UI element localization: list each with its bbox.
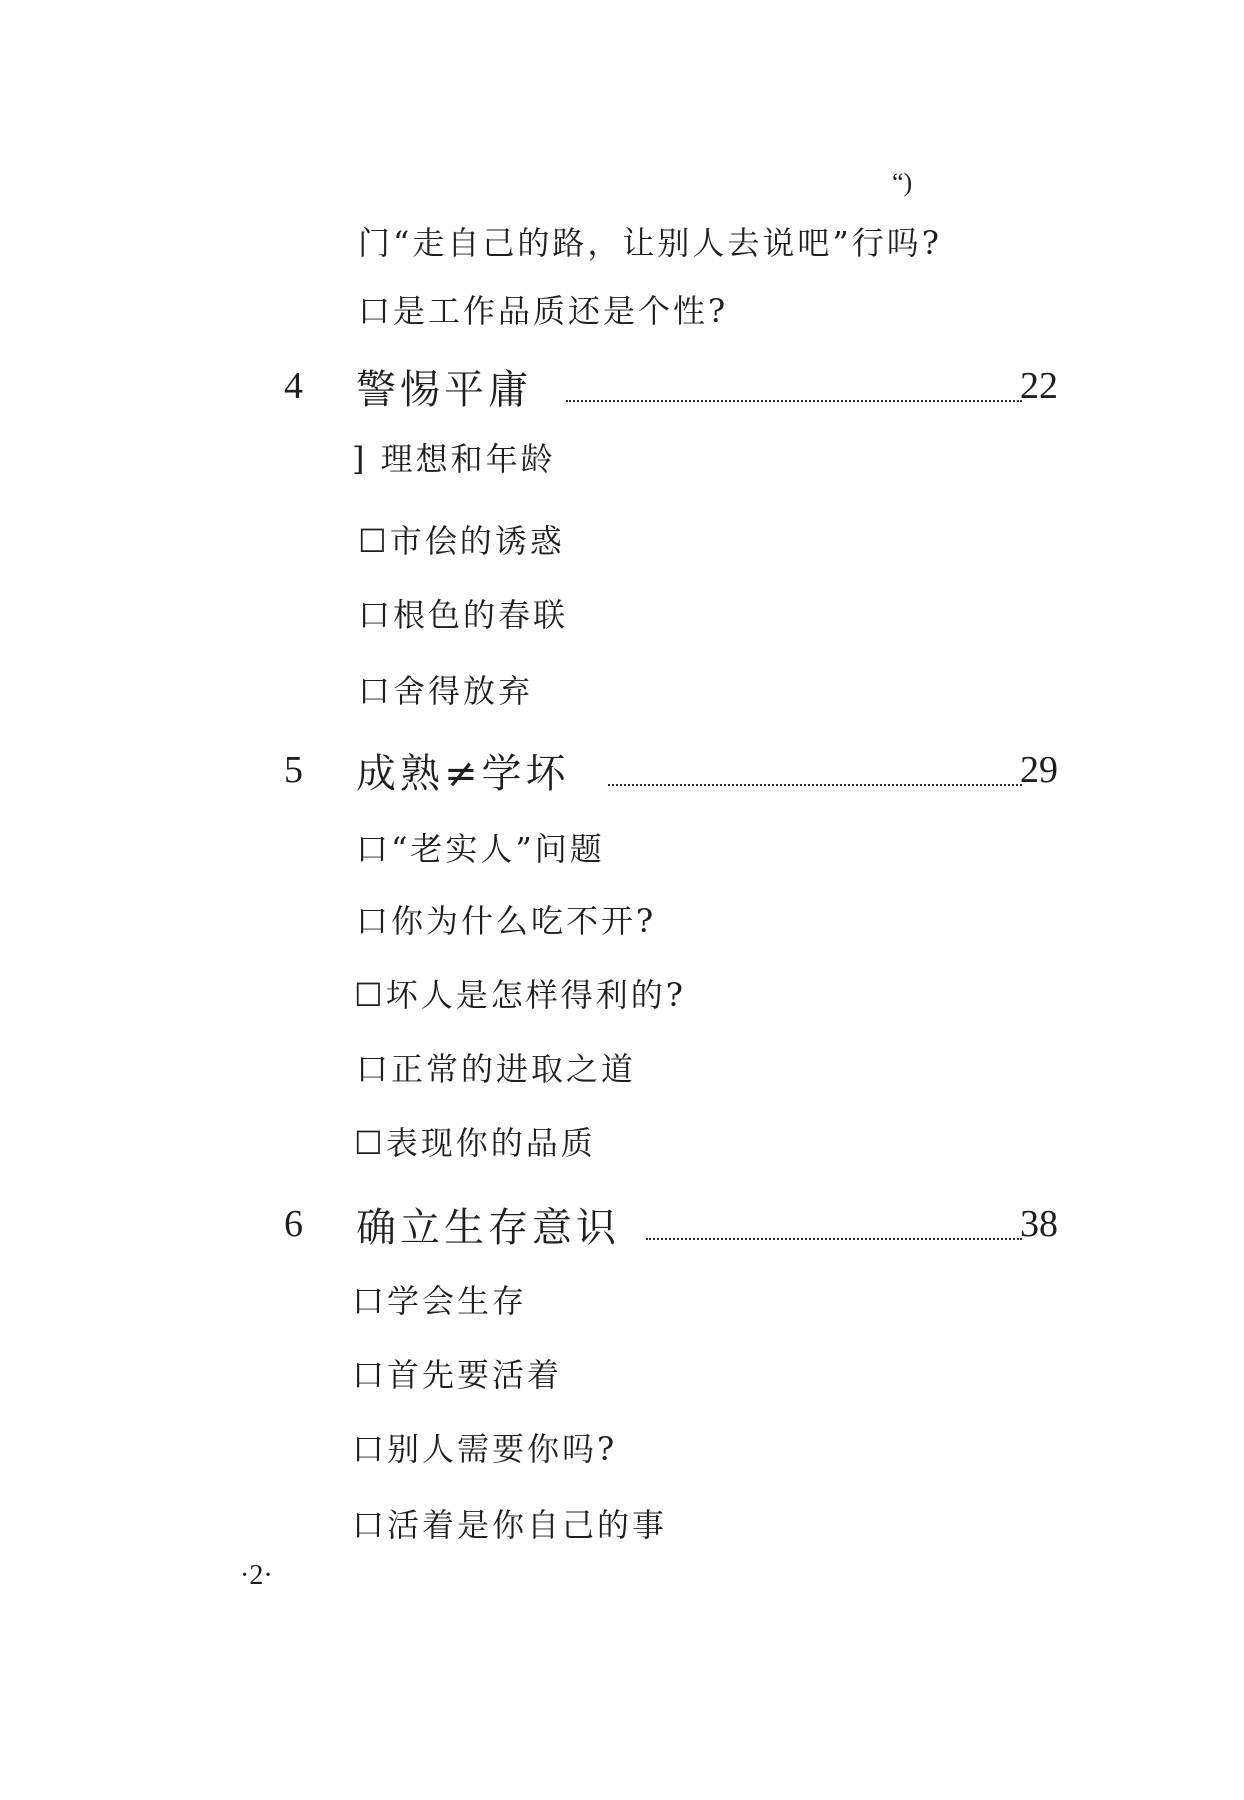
chapter-page-number: 22 [1020, 365, 1058, 407]
toc-subitem: ☐市侩的诱惑 [358, 522, 565, 560]
chapter-number: 4 [284, 365, 303, 407]
toc-subitem: 口活着是你自己的事 [352, 1506, 668, 1544]
stray-mark: “) [892, 168, 913, 197]
chapter-title: 警惕平庸 [356, 367, 532, 413]
dot-leader [646, 1238, 1022, 1240]
toc-subitem: 口“老实人”问题 [356, 830, 605, 868]
toc-subitem: 口正常的进取之道 [356, 1050, 637, 1088]
toc-subitem: ☐坏人是怎样得利的? [354, 976, 686, 1014]
toc-subitem: 门“走自己的路，让别人去说吧”行吗? [358, 224, 942, 262]
chapter-page-number: 38 [1020, 1203, 1058, 1245]
toc-subitem: ☐表现你的品质 [354, 1124, 596, 1162]
toc-subitem: 口根色的春联 [358, 596, 569, 634]
toc-subitem: 口你为什么吃不开? [356, 902, 657, 940]
dot-leader [608, 784, 1022, 786]
dot-leader [566, 400, 1022, 402]
toc-subitem: ] 理想和年龄 [352, 440, 556, 478]
chapter-page-number: 29 [1020, 749, 1058, 791]
toc-subitem: 口别人需要你吗? [352, 1430, 618, 1468]
toc-subitem: 口舍得放弃 [358, 672, 534, 710]
chapter-entry [0, 358, 1244, 418]
chapter-title: 确立生存意识 [356, 1205, 620, 1251]
chapter-number: 5 [284, 749, 303, 791]
chapter-title: 成熟≠学坏 [356, 751, 570, 797]
chapter-number: 6 [284, 1203, 303, 1245]
chapter-entry [0, 742, 1244, 802]
page-folio: ·2· [240, 1560, 273, 1591]
chapter-entry [0, 1196, 1244, 1256]
toc-subitem: 口学会生存 [352, 1282, 528, 1320]
toc-subitem: 口是工作品质还是个性? [358, 292, 729, 330]
toc-subitem: 口首先要活着 [352, 1356, 563, 1394]
